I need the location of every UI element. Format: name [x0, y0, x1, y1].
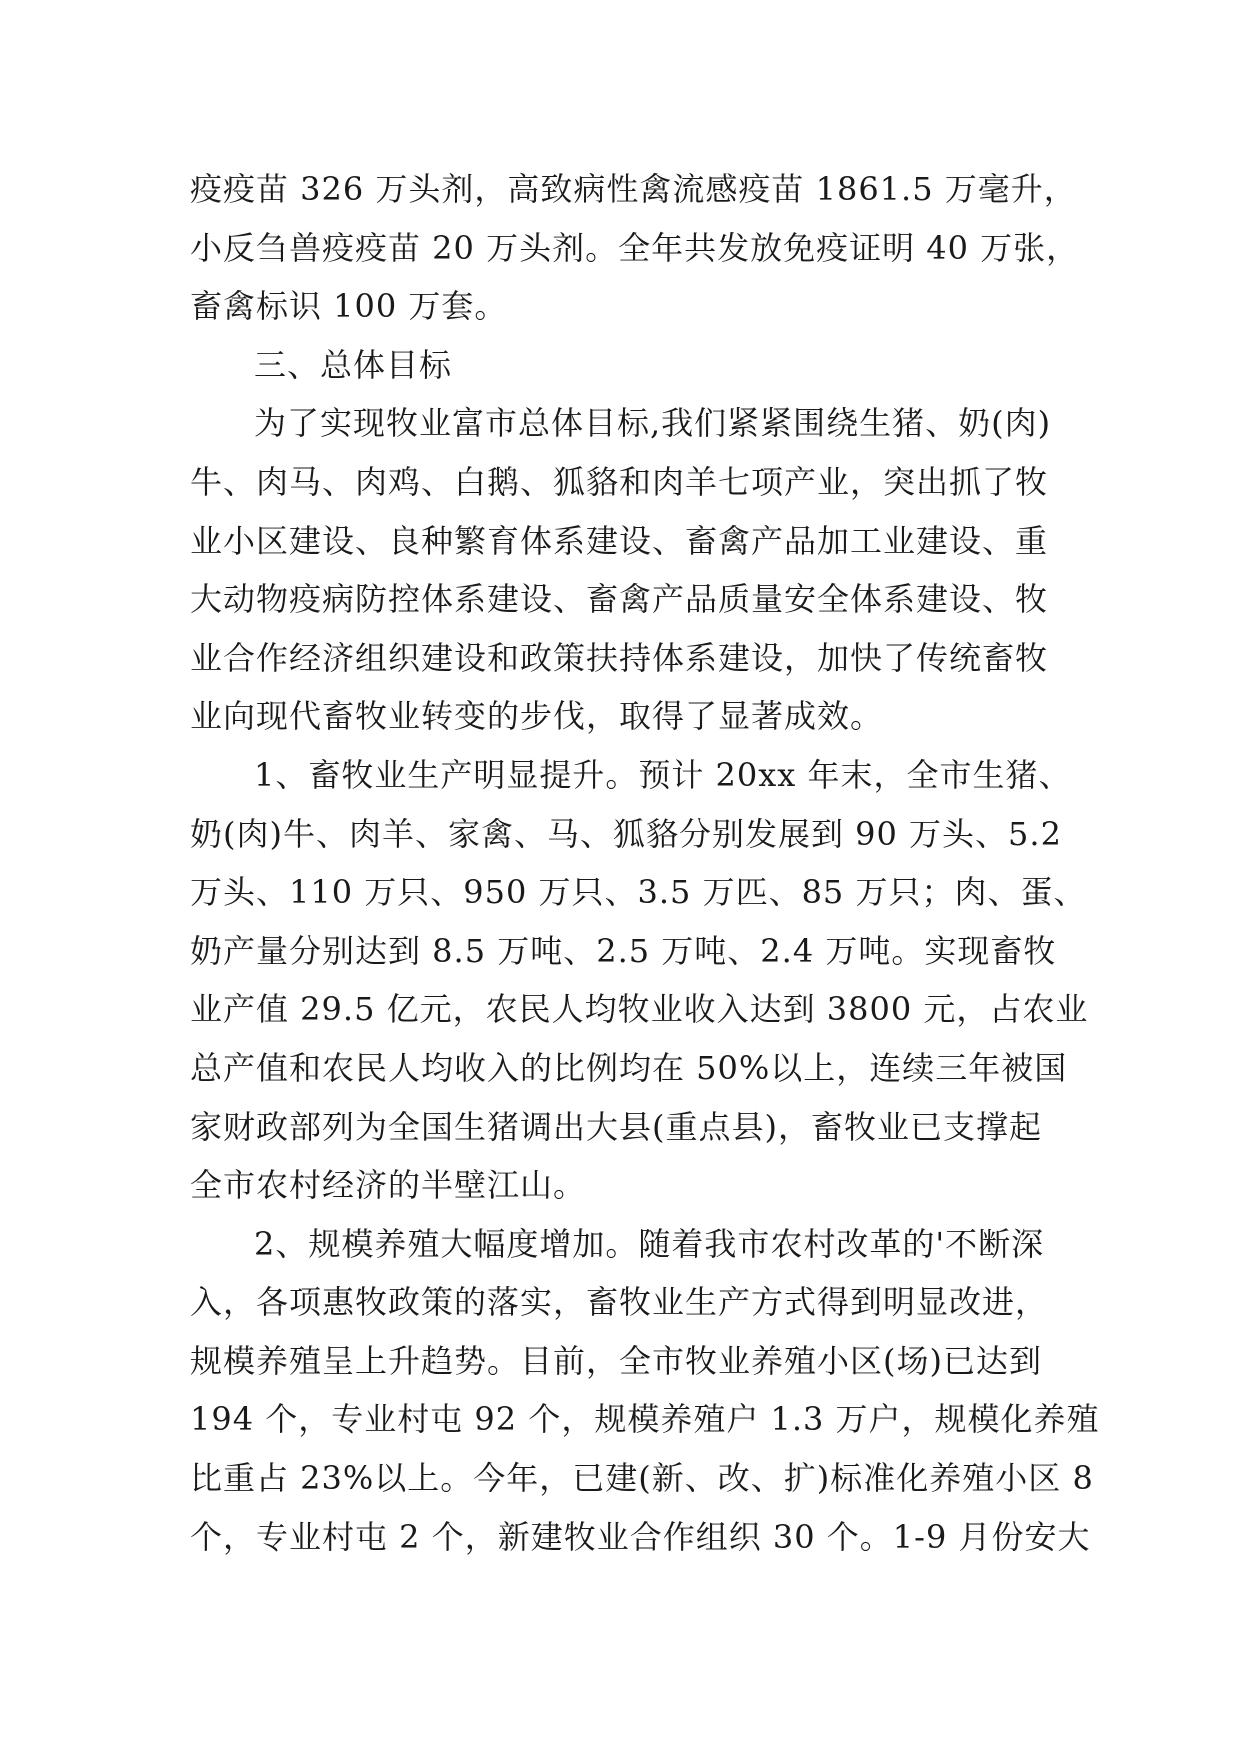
- text-line: 为了实现牧业富市总体目标,我们紧紧围绕生猪、奶(肉): [254, 404, 1052, 443]
- text-line: 194 个，专业村屯 92 个，规模养殖户 1.3 万户，规模化养殖: [190, 1400, 1100, 1439]
- text-line: 2、规模养殖大幅度增加。随着我市农村改革的'不断深: [254, 1224, 1045, 1263]
- text-line: 业小区建设、良种繁育体系建设、畜禽产品加工业建设、重: [190, 521, 1049, 560]
- text-line: 家财政部列为全国生猪调出大县(重点县)，畜牧业已支撑起: [190, 1107, 1042, 1146]
- text-line: 业合作经济组织建设和政策扶持体系建设，加快了传统畜牧: [190, 638, 1049, 677]
- text-line: 大动物疫病防控体系建设、畜禽产品质量安全体系建设、牧: [190, 580, 1049, 619]
- text-line: 全市农村经济的半壁江山。: [190, 1166, 587, 1205]
- text-line: 总产值和农民人均收入的比例均在 50%以上，连续三年被国: [190, 1048, 1068, 1087]
- text-line: 比重占 23%以上。今年，已建(新、改、扩)标准化养殖小区 8: [190, 1459, 1094, 1498]
- text-line: 疫疫苗 326 万头剂，高致病性禽流感疫苗 1861.5 万毫升，: [190, 170, 1077, 208]
- text-line: 万头、110 万只、950 万只、3.5 万匹、85 万只；肉、蛋、: [190, 873, 1087, 912]
- text-line: 牛、肉马、肉鸡、白鹅、狐貉和肉羊七项产业，突出抓了牧: [190, 462, 1049, 501]
- text-line: 畜禽标识 100 万套。: [190, 287, 508, 326]
- text-line: 个，专业村屯 2 个，新建牧业合作组织 30 个。1-9 月份安大: [190, 1517, 1091, 1556]
- text-line: 业产值 29.5 亿元，农民人均牧业收入达到 3800 元，占农业: [190, 990, 1089, 1029]
- text-line: 规模养殖呈上升趋势。目前，全市牧业养殖小区(场)已达到: [190, 1341, 1042, 1380]
- text-line: 业向现代畜牧业转变的步伐，取得了显著成效。: [190, 697, 884, 736]
- text-line: 入，各项惠牧政策的落实，畜牧业生产方式得到明显改进，: [190, 1283, 1049, 1322]
- text-line: 奶(肉)牛、肉羊、家禽、马、狐貉分别发展到 90 万头、5.2: [190, 814, 1062, 853]
- text-line: 奶产量分别达到 8.5 万吨、2.5 万吨、2.4 万吨。实现畜牧: [190, 931, 1057, 970]
- section-heading: 三、总体目标: [254, 345, 453, 384]
- text-line: 1、畜牧业生产明显提升。预计 20xx 年末，全市生猪、: [254, 755, 1072, 794]
- document-body: [190, 160, 1100, 1566]
- text-line: 小反刍兽疫疫苗 20 万头剂。全年共发放免疫证明 40 万张，: [190, 228, 1080, 267]
